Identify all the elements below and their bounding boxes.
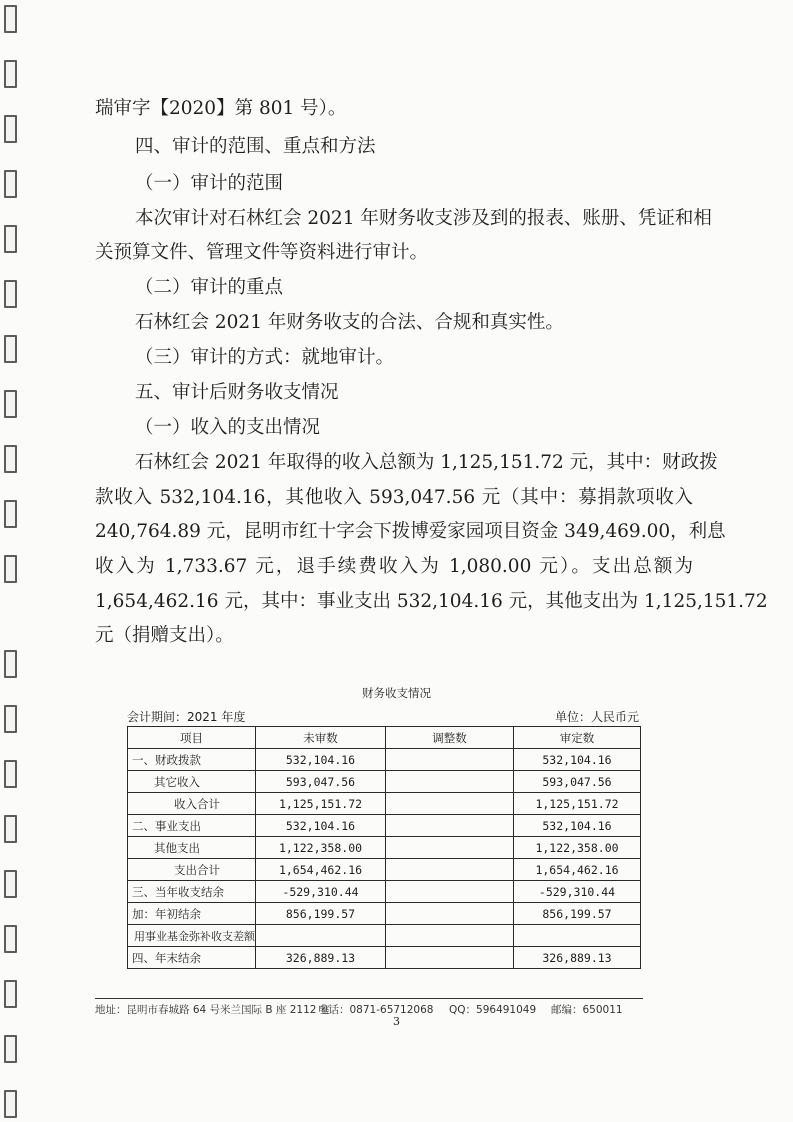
binding-mark (4, 335, 17, 363)
audited-value: 1,654,462.16 (514, 859, 641, 881)
table-row (128, 837, 641, 859)
footer-phone: 电话：0871-65712068 (318, 1004, 434, 1016)
adjustment-value (386, 793, 514, 815)
adjustment-value (386, 881, 514, 903)
table-row (128, 815, 641, 837)
section-heading: 五、审计后财务收支情况 (135, 382, 339, 403)
section-heading: 四、审计的范围、重点和方法 (135, 136, 376, 157)
table-row (128, 947, 641, 969)
adjustment-value (386, 837, 514, 859)
row-label: 收入合计 (128, 793, 256, 815)
body-line: 收入为 1,733.67 元，退手续费收入为 1,080.00 元）。支出总额为 (95, 556, 693, 577)
adjustment-value (386, 903, 514, 925)
row-label: 其它收入 (128, 771, 256, 793)
adjustment-value (386, 815, 514, 837)
audited-value: 1,122,358.00 (514, 837, 641, 859)
row-label: 支出合计 (128, 859, 256, 881)
footer-postcode: 邮编：650011 (551, 1004, 623, 1016)
audited-value: 326,889.13 (514, 947, 641, 969)
audited-value: 532,104.16 (514, 749, 641, 771)
body-line: 本次审计对石林红会 2021 年财务收支涉及到的报表、账册、凭证和相 (135, 208, 712, 229)
currency-unit: 单位：人民币元 (555, 710, 640, 724)
binding-mark (4, 650, 17, 678)
table-row (128, 749, 641, 771)
unaudited-value: 856,199.57 (256, 903, 386, 925)
body-line: 石林红会 2021 年财务收支的合法、合规和真实性。 (135, 312, 564, 333)
binding-mark (4, 500, 17, 528)
body-line: 瑞审字【2020】第 801 号）。 (95, 98, 347, 119)
accounting-period: 会计期间：2021 年度 (127, 710, 246, 724)
audited-value (514, 925, 641, 947)
unaudited-value: 532,104.16 (256, 815, 386, 837)
table-row (128, 925, 641, 947)
binding-mark (4, 815, 17, 843)
table-header-row (128, 727, 641, 749)
unaudited-value: 1,122,358.00 (256, 837, 386, 859)
binding-mark (4, 925, 17, 953)
footer-qq: QQ：596491049 (449, 1004, 537, 1016)
table-caption: 财务收支情况 (362, 686, 431, 700)
footer-rule (95, 998, 643, 999)
table-row (128, 793, 641, 815)
row-label: 加：年初结余 (128, 903, 256, 925)
row-label: 一、财政拨款 (128, 749, 256, 771)
adjustment-value (386, 771, 514, 793)
unaudited-value: 1,125,151.72 (256, 793, 386, 815)
binding-mark (4, 980, 17, 1008)
body-line: 石林红会 2021 年取得的收入总额为 1,125,151.72 元，其中：财政拨 (135, 452, 718, 473)
binding-mark (4, 445, 17, 473)
binding-mark (4, 225, 17, 253)
subsection-heading: （一）审计的范围 (135, 173, 284, 194)
binding-mark (4, 60, 17, 88)
binding-mark (4, 115, 17, 143)
table-row (128, 881, 641, 903)
table-row (128, 903, 641, 925)
unaudited-value: 326,889.13 (256, 947, 386, 969)
unaudited-value (256, 925, 386, 947)
body-line: 1,654,462.16 元，其中：事业支出 532,104.16 元，其他支出为 1,125,151.72 (95, 591, 768, 612)
unaudited-value: 593,047.56 (256, 771, 386, 793)
binding-mark (4, 390, 17, 418)
adjustment-value (386, 859, 514, 881)
subsection-heading: （一）收入的支出情况 (135, 417, 321, 438)
table-row (128, 771, 641, 793)
row-label: 二、事业支出 (128, 815, 256, 837)
audited-value: 856,199.57 (514, 903, 641, 925)
column-header: 审定数 (514, 727, 641, 749)
column-header: 调整数 (386, 727, 514, 749)
body-line: 关预算文件、管理文件等资料进行审计。 (95, 242, 429, 263)
binding-mark (4, 555, 17, 583)
row-label: 四、年末结余 (128, 947, 256, 969)
body-line: 元（捐赠支出）。 (95, 625, 234, 646)
audited-value: 1,125,151.72 (514, 793, 641, 815)
audited-value: 593,047.56 (514, 771, 641, 793)
row-label: 三、当年收支结余 (128, 881, 256, 903)
column-header: 未审数 (256, 727, 386, 749)
body-line: （三）审计的方式：就地审计。 (135, 347, 395, 368)
body-line: 240,764.89 元，昆明市红十字会下拨博爱家园项目资金 349,469.00，利息 (95, 521, 726, 542)
binding-mark (4, 5, 17, 33)
adjustment-value (386, 749, 514, 771)
adjustment-value (386, 947, 514, 969)
financial-table (127, 726, 641, 969)
body-line: 款收入 532,104.16，其他收入 593,047.56 元（其中：募捐款项收入 (95, 487, 693, 508)
row-label: 用事业基金弥补收支差额 (128, 925, 256, 947)
binding-mark (4, 870, 17, 898)
subsection-heading: （二）审计的重点 (135, 277, 284, 298)
audited-value: 532,104.16 (514, 815, 641, 837)
binding-mark (4, 1090, 17, 1118)
binding-mark (4, 170, 17, 198)
binding-mark (4, 705, 17, 733)
footer-address: 地址：昆明市春城路 64 号米兰国际 B 座 2112 室 (95, 1004, 331, 1016)
unaudited-value: 1,654,462.16 (256, 859, 386, 881)
table-row (128, 859, 641, 881)
binding-mark (4, 760, 17, 788)
adjustment-value (386, 925, 514, 947)
page-number: 3 (393, 1015, 400, 1028)
audited-value: -529,310.44 (514, 881, 641, 903)
unaudited-value: -529,310.44 (256, 881, 386, 903)
binding-mark (4, 1035, 17, 1063)
row-label: 其他支出 (128, 837, 256, 859)
binding-mark (4, 280, 17, 308)
column-header: 项目 (128, 727, 256, 749)
unaudited-value: 532,104.16 (256, 749, 386, 771)
